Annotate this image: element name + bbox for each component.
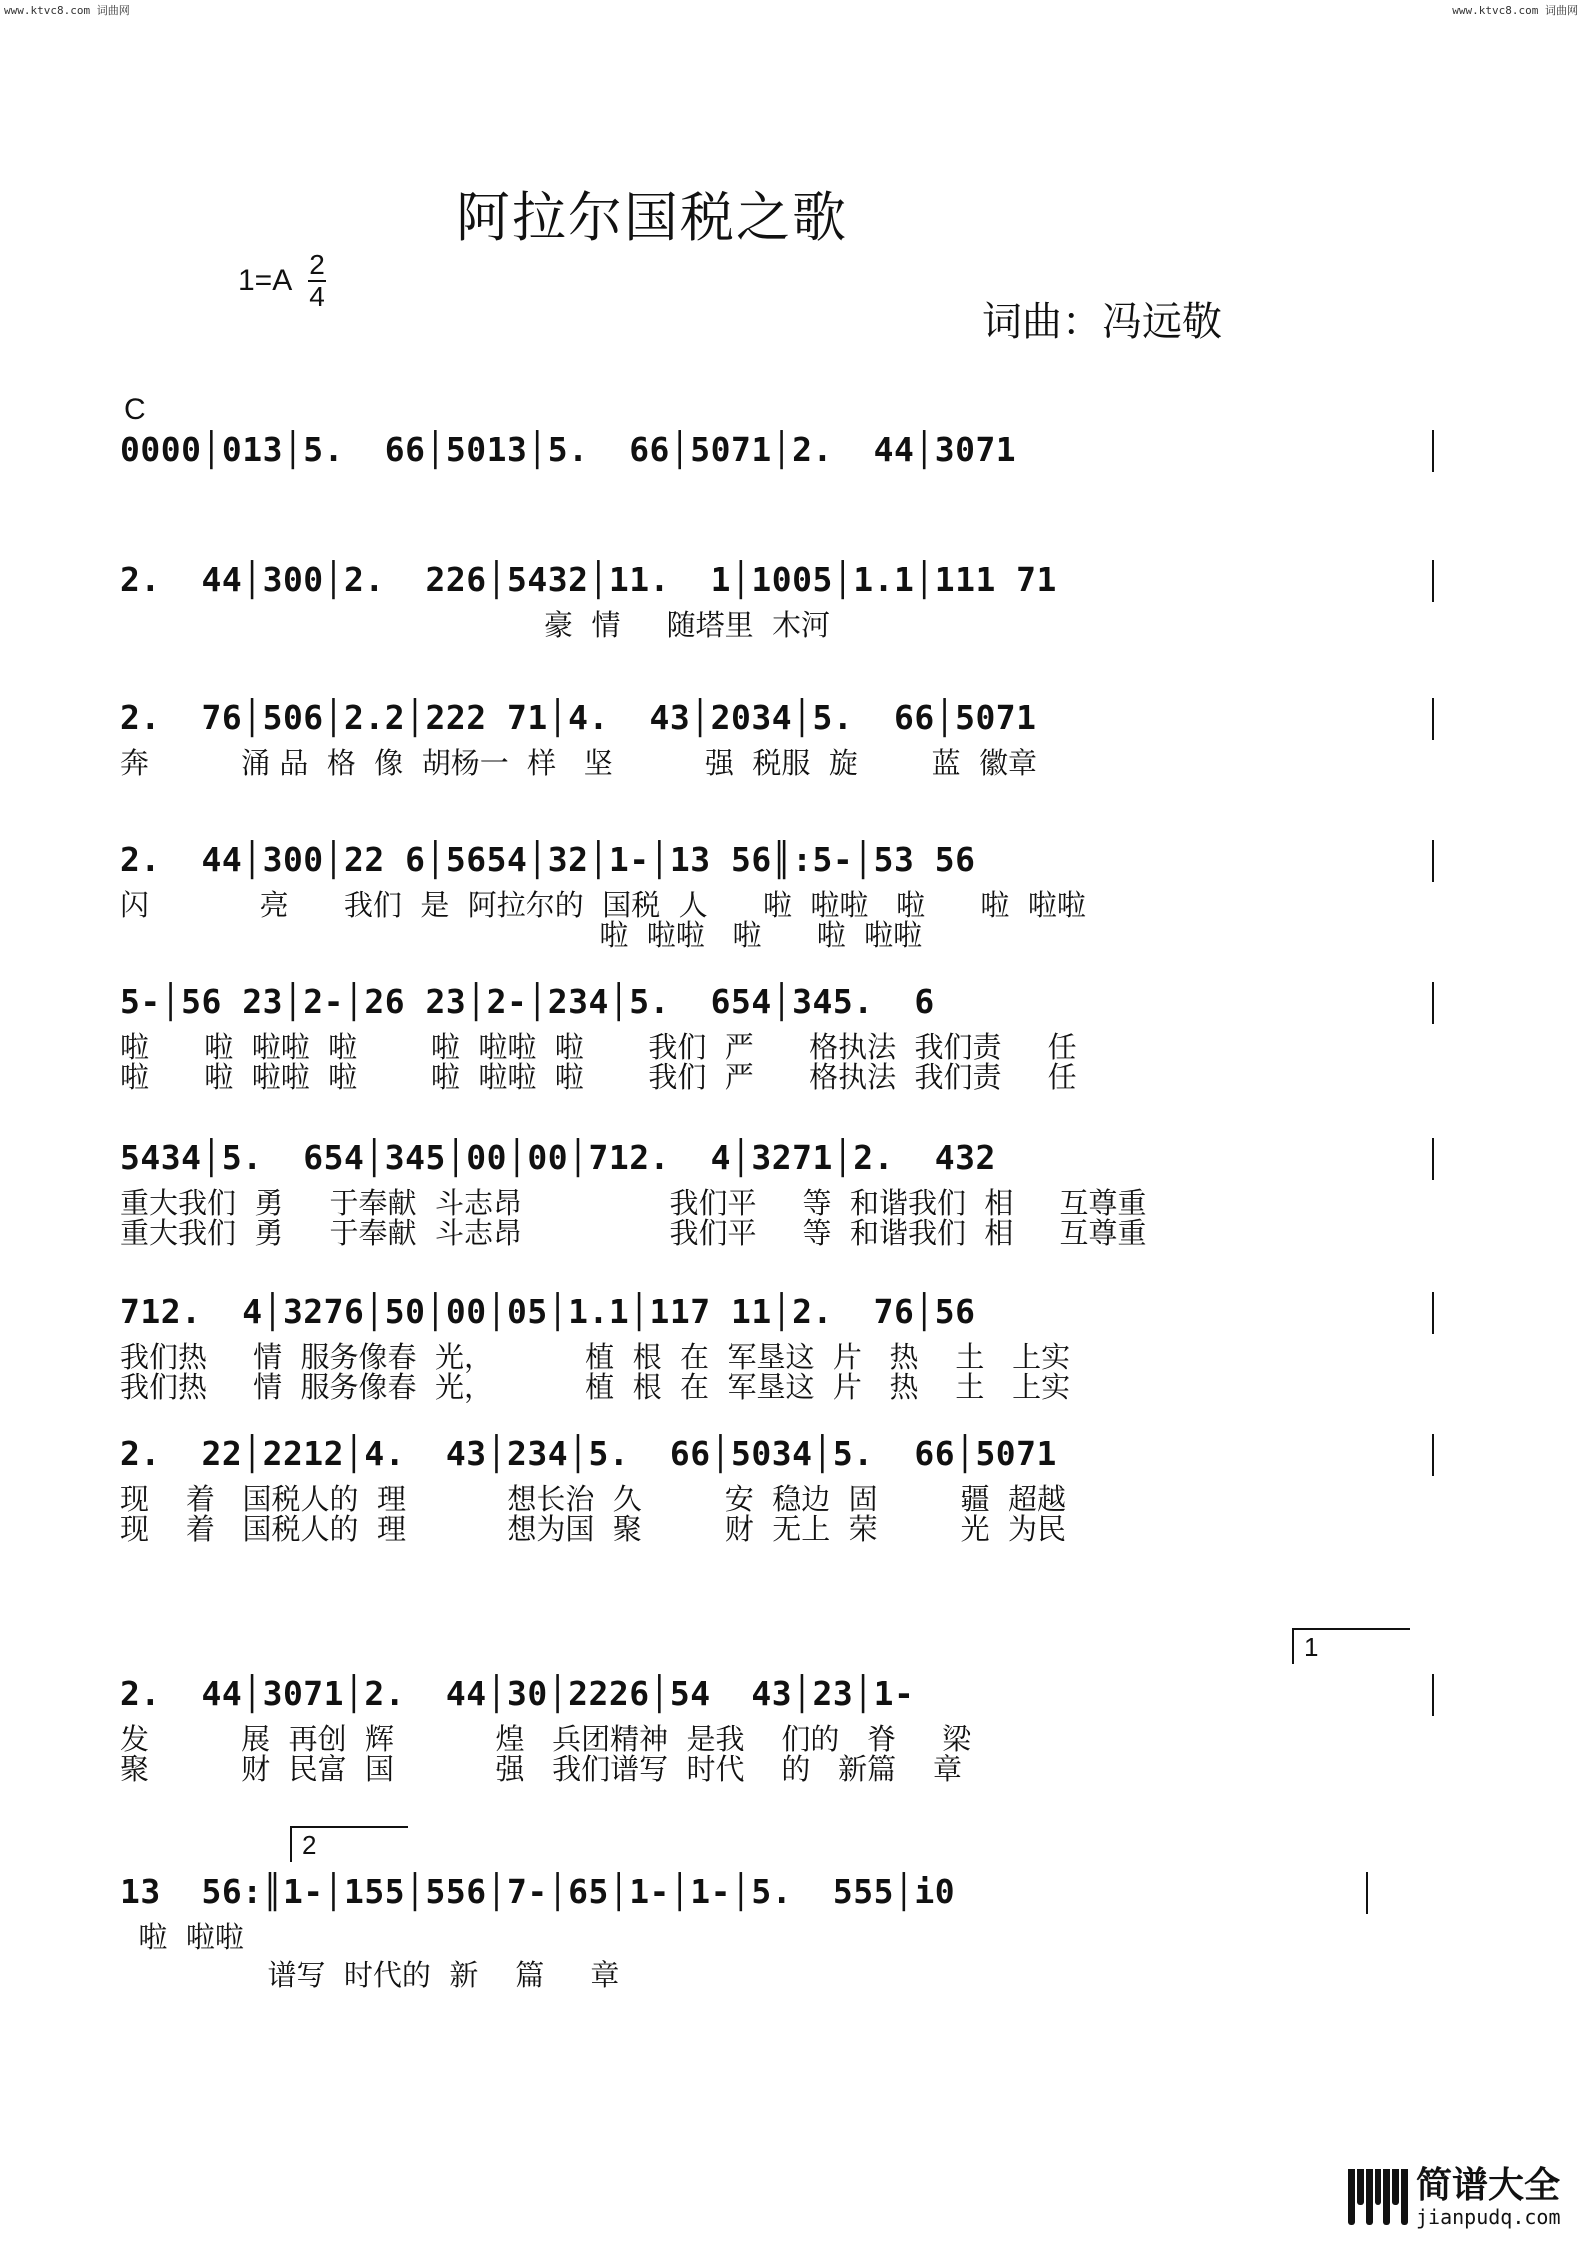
system-7 bbox=[120, 1282, 1426, 1402]
author-credit: 词曲：冯远敬 bbox=[982, 299, 1222, 345]
lyrics-verse-2: 聚 财 民富 国 强 我们谱写 时代 的 新篇 章 bbox=[120, 1752, 962, 1786]
notes-line: 2. 22│2212│4. 43│234│5. 66│5034│5. 66│5071 bbox=[120, 1424, 1426, 1484]
logo-url: jianpudq.com bbox=[1416, 2205, 1561, 2229]
lyrics-verse-1: 现 着 国税人的 理 想长治 久 安 稳边 固 疆 超越 bbox=[120, 1482, 1067, 1516]
notes-line: 5-│56 23│2-│26 23│2-│234│5. 654│345. 6 bbox=[120, 972, 1426, 1032]
system-4 bbox=[120, 830, 1426, 950]
logo-text bbox=[1416, 2166, 1561, 2228]
system-2 bbox=[120, 550, 1426, 640]
system-6 bbox=[120, 1128, 1426, 1248]
first-ending-bracket: 1 bbox=[1292, 1628, 1410, 1664]
lyrics-verse-2: 谱写 时代的 新 篇 章 bbox=[120, 1958, 620, 1992]
lyrics-verse-2: 啦 啦 啦啦 啦 啦 啦啦 啦 我们 严 格执法 我们责 任 bbox=[120, 1060, 1077, 1094]
notes-line: 2. 44│3071│2. 44│30│2226│54 43│23│1- bbox=[120, 1664, 1426, 1724]
lyrics-verse-2: 重大我们 勇 于奉献 斗志昂 我们平 等 和谐我们 相 互尊重 bbox=[120, 1216, 1147, 1250]
lyrics-verse-1: 豪 情 随塔里 木河 bbox=[120, 608, 831, 642]
system-5 bbox=[120, 972, 1426, 1092]
lyrics-verse-2: 我们热 情 服务像春 光， 植 根 在 军垦这 片 热 土 上实 bbox=[120, 1370, 1071, 1404]
lyrics-verse-1: 奔 涌 品 格 像 胡杨一 样 坚 强 税服 旋 蓝 徽章 bbox=[120, 746, 1038, 780]
time-sig-bottom: 4 bbox=[309, 281, 325, 312]
lyrics-verse-1: 发 展 再创 辉 煌 兵团精神 是我 们的 脊 梁 bbox=[120, 1722, 972, 1756]
notes-line: 0000│013│5. 66│5013│5. 66│5071│2. 44│3071 bbox=[120, 420, 1426, 480]
piano-keys-icon bbox=[1348, 2169, 1408, 2225]
system-10 bbox=[120, 1862, 1360, 1990]
header-right: www.ktvc8.com 词曲网 bbox=[1452, 4, 1578, 17]
lyrics-verse-1: 重大我们 勇 于奉献 斗志昂 我们平 等 和谐我们 相 互尊重 bbox=[120, 1186, 1147, 1220]
system-8 bbox=[120, 1424, 1426, 1544]
system-9 bbox=[120, 1664, 1426, 1784]
key-signature: 1=A bbox=[238, 264, 293, 297]
site-logo bbox=[1348, 2155, 1580, 2239]
system-1 bbox=[120, 420, 1426, 480]
logo-name: 简谱大全 bbox=[1416, 2165, 1561, 2206]
header-left: www.ktvc8.com 词曲网 bbox=[4, 4, 130, 17]
notes-line: 2. 44│300│22 6│5654│32│1-│13 56║:5-│53 56 bbox=[120, 830, 1426, 890]
notes-line: 5434│5. 654│345│00│00│712. 4│3271│2. 432 bbox=[120, 1128, 1426, 1188]
lyrics-verse-2: 现 着 国税人的 理 想为国 聚 财 无上 荣 光 为民 bbox=[120, 1512, 1067, 1546]
notes-line: 712. 4│3276│50│00│05│1.1│117 11│2. 76│56 bbox=[120, 1282, 1426, 1342]
system-3 bbox=[120, 688, 1426, 778]
notes-line: 2. 76│506│2.2│222 71│4. 43│2034│5. 66│5071 bbox=[120, 688, 1426, 748]
notes-line: 13 56:║1-│155│556│7-│65│1-│1-│5. 555│i0 bbox=[120, 1862, 1360, 1922]
lyrics-verse-2: 啦 啦啦 啦 啦 啦啦 bbox=[120, 918, 923, 952]
time-signature bbox=[306, 250, 328, 312]
lyrics-verse-1: 我们热 情 服务像春 光， 植 根 在 军垦这 片 热 土 上实 bbox=[120, 1340, 1071, 1374]
lyrics-verse-1: 啦 啦 啦啦 啦 啦 啦啦 啦 我们 严 格执法 我们责 任 bbox=[120, 1030, 1077, 1064]
second-ending-bracket: 2 bbox=[290, 1826, 408, 1862]
song-title: 阿拉尔国税之歌 bbox=[456, 186, 848, 249]
time-sig-top: 2 bbox=[309, 249, 325, 280]
chord-label: C bbox=[124, 393, 146, 426]
notes-line: 2. 44│300│2. 226│5432│11. 1│1005│1.1│111 71 bbox=[120, 550, 1426, 610]
lyrics-verse-1: 啦 啦啦 bbox=[120, 1920, 244, 1954]
lyrics-verse-1: 闪 亮 我们 是 阿拉尔的 国税 人 啦 啦啦 啦 啦 啦啦 bbox=[120, 888, 1086, 922]
